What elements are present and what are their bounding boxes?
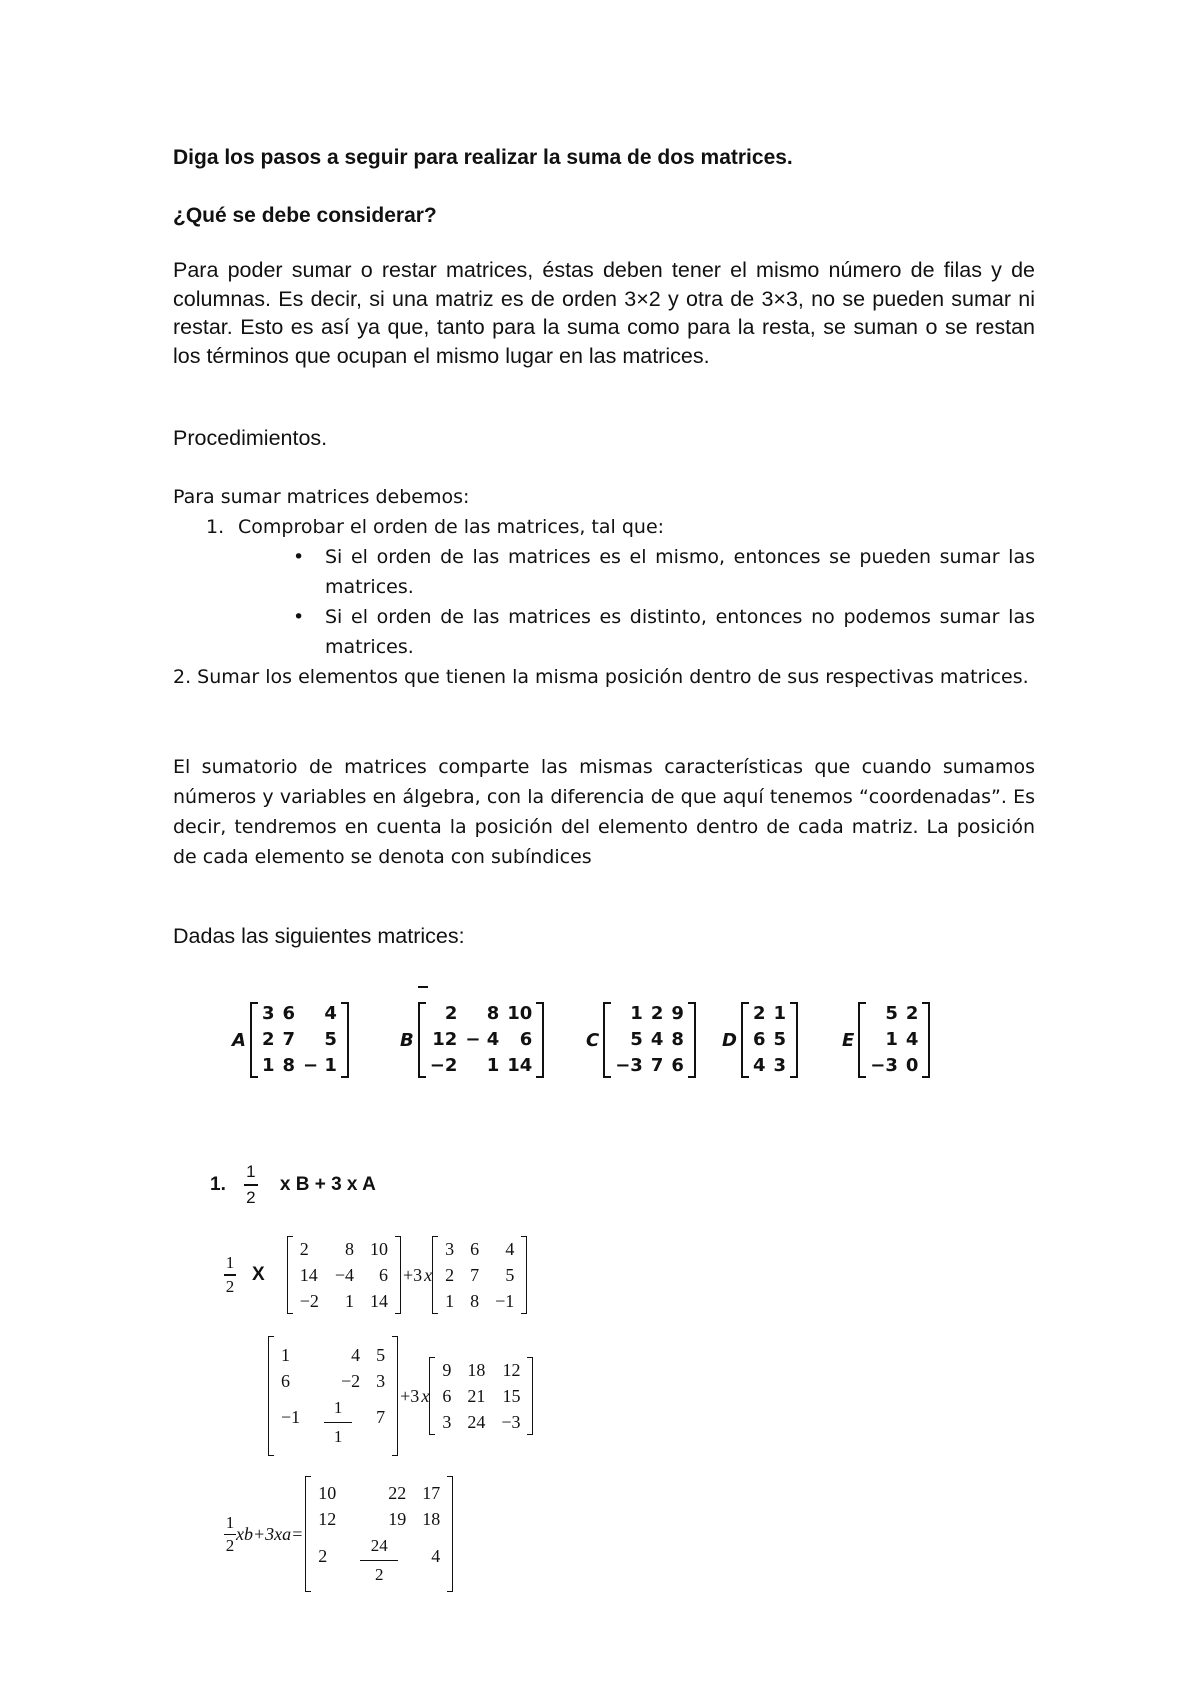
matrix-cell: 18 [467, 1360, 486, 1381]
fraction-bar [224, 1534, 236, 1535]
steps-list [173, 482, 1035, 692]
matrix-label: A [232, 1029, 246, 1051]
matrix-cell: −4 [334, 1265, 354, 1285]
matrix-cell: 1 [885, 1029, 898, 1050]
matrix-cell: 14 [507, 1055, 533, 1076]
result-matrix-grid [305, 1476, 453, 1592]
matrix-cell: 14 [370, 1291, 388, 1311]
matrix-grid [858, 1002, 930, 1078]
fraction-bar [324, 1422, 352, 1423]
matrix-cell: 2 [444, 1003, 458, 1024]
matrix-cell: 24 [467, 1412, 486, 1433]
matrix-cell: 1 [281, 1345, 290, 1365]
step-1 [173, 512, 1035, 542]
matrix-cell: 3 [445, 1239, 455, 1259]
matrix-cell-fraction [308, 1394, 368, 1450]
fraction-half [224, 1513, 236, 1556]
matrix-cell: −2 [429, 1055, 458, 1076]
matrix-cell: 6 [281, 1371, 290, 1391]
matrix-cell-fraction [344, 1532, 414, 1588]
matrix-label: E [842, 1029, 855, 1051]
matrix-A-grid [432, 1236, 527, 1314]
fraction [352, 1533, 406, 1588]
bullet-different-order-text: Si el orden de las matrices es distinto, entonces no podemos sumar las matrices. [325, 606, 1035, 658]
matrix-cell: 12 [502, 1360, 521, 1381]
fraction-numerator: 1 [246, 1162, 256, 1181]
exercise-number: 1. [210, 1173, 226, 1195]
matrix-cell: 4 [324, 1003, 337, 1024]
exercise-line-3 [224, 1476, 453, 1592]
matrix-cell: − 1 [303, 1055, 337, 1076]
matrix-grid [250, 1002, 349, 1078]
fraction-bar [224, 1274, 236, 1275]
fraction-denominator: 2 [246, 1187, 256, 1207]
exercise-line-1 [224, 1236, 527, 1314]
question-steps-heading: Diga los pasos a seguir para realizar la suma de dos matrices. [173, 146, 793, 169]
matrix-cell: 8 [671, 1029, 684, 1050]
matrix-cell: 12 [318, 1509, 337, 1529]
fraction-denominator: 1 [333, 1427, 343, 1447]
matrix-cell: 18 [422, 1509, 441, 1529]
matrix-cell: 1 [345, 1291, 354, 1311]
matrix-cell: 9 [442, 1360, 452, 1381]
steps-lead: Para sumar matrices debemos: [173, 486, 470, 508]
matrix-grid [603, 1002, 696, 1078]
matrix-cell: 5 [324, 1029, 337, 1050]
matrix-cell: 14 [299, 1265, 318, 1285]
fraction [316, 1395, 360, 1450]
bullet-different-order [173, 602, 1035, 662]
procedures-title: Procedimientos. [173, 426, 328, 450]
exercise-1-title [210, 1162, 376, 1208]
matrix-cell: 2 [299, 1239, 309, 1259]
matrix-cell: 17 [422, 1483, 441, 1503]
bullet-same-order-text: Si el orden de las matrices es el mismo, entonces se pueden sumar las matrices. [325, 546, 1035, 598]
matrix-E [842, 1002, 930, 1078]
step-2: 2. Sumar los elementos que tienen la misma posición dentro de sus respectivas matrices. [173, 666, 1029, 688]
matrix-cell: −3 [615, 1055, 643, 1076]
fraction-numerator: 1 [333, 1398, 343, 1417]
bullet-same-order [173, 542, 1035, 602]
matrix-cell: 2 [905, 1003, 919, 1024]
intro-paragraph: Para poder sumar o restar matrices, éstas deben tener el mismo número de filas y de columnas. Es decir, si una matriz es de orden 3×2 y otra de 3×3, no se pueden sumar ni restar. Esto es así ya que, tanto para la suma como para la resta, se suman o se restan los términos que ocupan el mismo lugar en las matrices. [173, 258, 1035, 368]
bullet-icon: • [293, 546, 305, 568]
matrix-cell: −3 [870, 1055, 898, 1076]
matrix-cell: 5 [630, 1029, 643, 1050]
matrix-label: B [400, 1029, 414, 1051]
matrix-cell: 3 [376, 1371, 386, 1391]
matrix-cell: 2 [650, 1003, 664, 1024]
matrix-cell: 6 [519, 1029, 533, 1050]
matrix-cell: 6 [470, 1239, 480, 1259]
times-x: x [424, 1264, 433, 1285]
matrix-C [586, 1002, 696, 1078]
matrix-cell: 3 [261, 1003, 275, 1024]
step-1-text: Comprobar el orden de las matrices, tal que: [238, 516, 665, 538]
matrix-cell: 1 [486, 1055, 500, 1076]
step-1-number: 1. [206, 516, 225, 538]
matrix-grid [741, 1002, 798, 1078]
matrix-cell: 10 [318, 1483, 337, 1503]
matrix-cell: 9 [671, 1003, 684, 1024]
matrix-cell: 19 [388, 1509, 407, 1529]
matrix-cell: 1 [261, 1055, 275, 1076]
matrix-cell: 5 [773, 1029, 787, 1050]
matrix-cell: 6 [752, 1029, 766, 1050]
matrix-cell: 0 [905, 1055, 919, 1076]
matrix-cell: 4 [351, 1345, 361, 1365]
matrix-cell: 8 [470, 1291, 480, 1311]
three-A-grid [429, 1357, 533, 1435]
matrix-cell: −1 [495, 1291, 515, 1311]
matrix-cell: 7 [376, 1407, 386, 1427]
matrix-label: D [722, 1029, 737, 1051]
stray-mark [418, 986, 428, 988]
matrix-cell: 22 [388, 1483, 407, 1503]
matrix-cell: 6 [282, 1003, 295, 1024]
matrix-cell: 8 [282, 1055, 295, 1076]
matrix-cell: 6 [379, 1265, 388, 1285]
plus-three: +3 [403, 1264, 423, 1285]
fraction-denominator: 2 [375, 1565, 384, 1585]
fraction-bar [244, 1184, 258, 1186]
fraction-half [244, 1162, 258, 1208]
matrix-cell: 6 [442, 1386, 452, 1407]
exercise-line-2 [268, 1336, 533, 1456]
matrix-cell: 2 [445, 1265, 455, 1285]
matrix-cell: 5 [885, 1003, 898, 1024]
matrix-cell: 1 [630, 1003, 643, 1024]
lhs-xb: xb+3 [236, 1523, 275, 1544]
matrix-cell: 12 [432, 1029, 458, 1050]
matrix-cell: 4 [431, 1546, 441, 1566]
fraction-bar [360, 1560, 398, 1561]
matrix-cell: 6 [671, 1055, 684, 1076]
matrix-cell: 4 [752, 1055, 766, 1076]
bullet-icon: • [293, 606, 305, 628]
matrix-cell: 3 [442, 1412, 452, 1433]
matrix-D [722, 1002, 798, 1078]
matrix-A [232, 1002, 349, 1078]
matrix-cell: 4 [905, 1029, 919, 1050]
matrix-B-grid [287, 1236, 401, 1314]
fraction-numerator: 1 [225, 1253, 235, 1273]
matrix-B [400, 1002, 544, 1078]
matrix-cell: 15 [502, 1386, 521, 1407]
exercise-expression: x B + 3 x A [279, 1173, 376, 1195]
matrix-cell: −1 [281, 1407, 301, 1427]
matrix-cell: −2 [341, 1371, 361, 1391]
matrix-cell: 2 [318, 1546, 328, 1566]
matrix-cell: 1 [445, 1291, 455, 1311]
matrix-cell: − 4 [465, 1029, 500, 1050]
matrix-cell: 4 [650, 1029, 664, 1050]
times-symbol: X [252, 1264, 265, 1285]
given-matrices-title: Dadas las siguientes matrices: [173, 924, 465, 948]
matrix-cell: 8 [345, 1239, 354, 1259]
fraction-numerator: 24 [370, 1536, 388, 1555]
matrix-cell: 3 [773, 1055, 787, 1076]
matrix-cell: 21 [467, 1386, 486, 1407]
plus-three: +3 [400, 1385, 420, 1406]
times-x: x [421, 1385, 430, 1406]
matrix-cell: 2 [261, 1029, 275, 1050]
matrix-grid [418, 1002, 545, 1078]
matrix-cell: 7 [470, 1265, 480, 1285]
sumatorio-paragraph: El sumatorio de matrices comparte las mismas características que cuando sumamos números y variables en álgebra, con la diferencia de que aquí tenemos “coordenadas”. Es decir, tendremos en cuenta la posición del elemento dentro de cada matriz. La posición de cada elemento se denota con subíndices [173, 756, 1035, 868]
matrix-cell: 10 [370, 1239, 388, 1259]
question-considerations-heading: ¿Qué se debe considerar? [173, 204, 437, 227]
lhs-xa: xa= [274, 1523, 304, 1544]
half-B-grid [268, 1336, 398, 1456]
matrix-cell: 10 [507, 1003, 533, 1024]
matrix-cell: 5 [505, 1265, 515, 1285]
given-matrices-row [0, 1002, 1200, 1082]
matrix-cell: 4 [505, 1239, 515, 1259]
matrix-cell: 8 [486, 1003, 500, 1024]
matrix-cell: 2 [752, 1003, 766, 1024]
matrix-cell: 5 [376, 1345, 386, 1365]
matrix-cell: 1 [773, 1003, 787, 1024]
fraction-denominator: 2 [225, 1535, 235, 1555]
fraction-denominator: 2 [225, 1276, 235, 1296]
matrix-cell: −3 [501, 1412, 521, 1433]
matrix-cell: 7 [282, 1029, 295, 1050]
matrix-label: C [586, 1029, 600, 1051]
matrix-cell: −2 [299, 1291, 319, 1311]
fraction-half [224, 1253, 236, 1296]
matrix-cell: 7 [650, 1055, 664, 1076]
fraction-numerator: 1 [225, 1512, 235, 1532]
